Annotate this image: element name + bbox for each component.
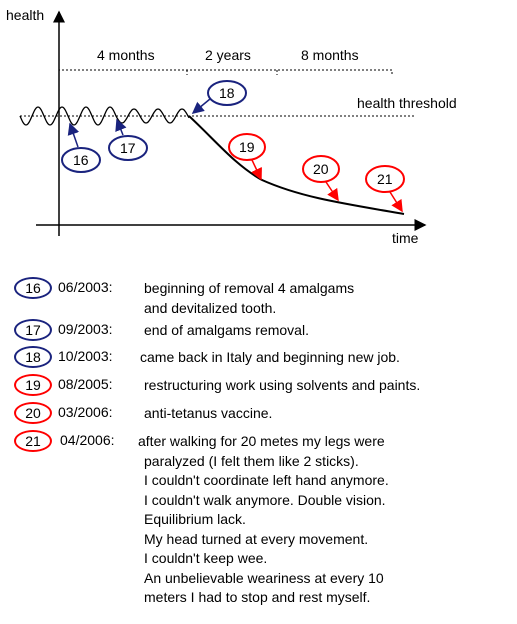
legend-line: anti-tetanus vaccine.: [144, 405, 273, 421]
legend-line: An unbelievable weariness at every 10: [144, 569, 384, 586]
legend-line: restructuring work using solvents and paints.: [144, 377, 421, 393]
marker-20-label: 20: [313, 161, 329, 177]
legend-date: 08/2005:: [58, 376, 113, 392]
legend-description: [138, 432, 389, 608]
legend-badge-17: 17: [14, 319, 52, 341]
legend-date: 09/2003:: [58, 321, 113, 337]
legend-description: [144, 404, 272, 424]
legend-date: 10/2003:: [58, 348, 113, 364]
legend-badge-16: 16: [14, 277, 52, 299]
x-axis-label: time: [392, 230, 419, 246]
legend-line: My head turned at every movement.: [144, 530, 369, 547]
legend-description: [140, 348, 400, 368]
legend-description: [144, 279, 354, 318]
legend-line: came back in Italy and beginning new job.: [140, 349, 400, 365]
legend-date: 06/2003:: [58, 279, 113, 295]
legend-badge-21: 21: [14, 430, 52, 452]
legend-line: I couldn't coordinate left hand anymore.: [144, 472, 389, 488]
legend-description: [144, 321, 309, 341]
legend-line: and devitalized tooth.: [144, 299, 277, 316]
legend-line: paralyzed (I felt them like 2 sticks).: [144, 452, 359, 469]
legend-line: Equilibrium lack.: [144, 511, 246, 527]
marker-18-label: 18: [219, 85, 235, 101]
health-threshold-label: health threshold: [357, 95, 457, 111]
marker-21-label: 21: [377, 171, 393, 187]
legend-date: 04/2006:: [60, 432, 115, 448]
legend-badge-18: 18: [14, 346, 52, 368]
legend-date: 03/2006:: [58, 404, 113, 420]
y-axis-label: health: [6, 7, 45, 23]
marker-16-label: 16: [73, 152, 89, 168]
period-label-1: 2 years: [205, 47, 251, 63]
marker-19-label: 19: [239, 139, 255, 155]
period-label-2: 8 months: [301, 47, 359, 63]
legend-description: [144, 376, 420, 396]
legend-line: beginning of removal 4 amalgams: [144, 280, 355, 296]
legend-line: end of amalgams removal.: [144, 322, 309, 338]
marker-17-label: 17: [120, 140, 136, 156]
legend-line: meters I had to stop and rest myself.: [144, 589, 371, 605]
legend-line: I couldn't walk anymore. Double vision.: [144, 491, 386, 508]
period-label-0: 4 months: [97, 47, 155, 63]
legend-badge-20: 20: [14, 402, 52, 424]
legend-badge-19: 19: [14, 374, 52, 396]
legend-line: after walking for 20 metes my legs were: [138, 433, 385, 449]
legend-line: I couldn't keep wee.: [144, 550, 268, 566]
